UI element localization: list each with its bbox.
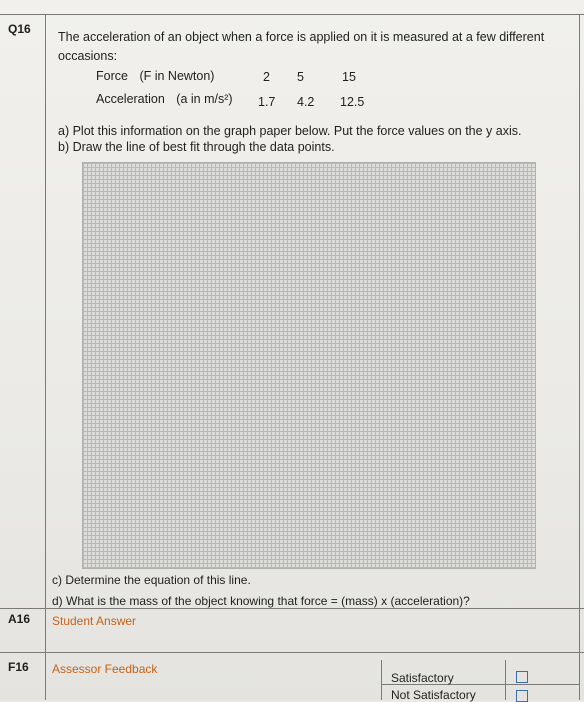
assessor-feedback-field[interactable]: Assessor Feedback <box>52 662 158 676</box>
satisfactory-label: Satisfactory <box>391 671 454 685</box>
force-value-1: 2 <box>263 70 270 84</box>
acc-value-1: 1.7 <box>258 95 276 109</box>
feedback-divider <box>381 660 382 700</box>
force-value-2: 5 <box>297 70 304 84</box>
part-d-instruction: d) What is the mass of the object knowing that force = (mass) x (acceleration)? <box>52 594 470 608</box>
force-unit: (F in Newton) <box>139 69 215 83</box>
not-satisfactory-label: Not Satisfactory <box>391 688 476 702</box>
a16-bottom-border <box>0 652 584 653</box>
right-border <box>579 14 580 700</box>
acceleration-row <box>96 92 233 106</box>
force-row <box>96 69 214 83</box>
left-column-divider <box>45 14 46 700</box>
part-c-instruction: c) Determine the equation of this line. <box>52 573 251 587</box>
student-answer-field[interactable]: Student Answer <box>52 614 137 628</box>
graph-paper[interactable] <box>82 162 536 569</box>
acceleration-unit: (a in m/s²) <box>176 92 233 106</box>
question-number: Q16 <box>8 22 31 36</box>
a16-top-border <box>0 608 584 609</box>
acceleration-label: Acceleration <box>96 92 165 106</box>
feedback-number: F16 <box>8 660 29 674</box>
not-satisfactory-checkbox[interactable] <box>516 690 528 702</box>
checkbox-col-divider <box>505 660 506 700</box>
top-border <box>0 14 584 15</box>
part-b-instruction: b) Draw the line of best fit through the data points. <box>58 140 335 154</box>
answer-number: A16 <box>8 612 31 626</box>
force-value-3: 15 <box>342 70 356 84</box>
force-label: Force <box>96 69 128 83</box>
acc-value-2: 4.2 <box>297 95 315 109</box>
satisfactory-checkbox[interactable] <box>516 671 528 683</box>
question-text: The acceleration of an object when a force is applied on it is measured at a few different occasions: <box>58 30 545 63</box>
part-a-instruction: a) Plot this information on the graph paper below. Put the force values on the y axis. <box>58 124 522 138</box>
acc-value-3: 12.5 <box>340 95 365 109</box>
